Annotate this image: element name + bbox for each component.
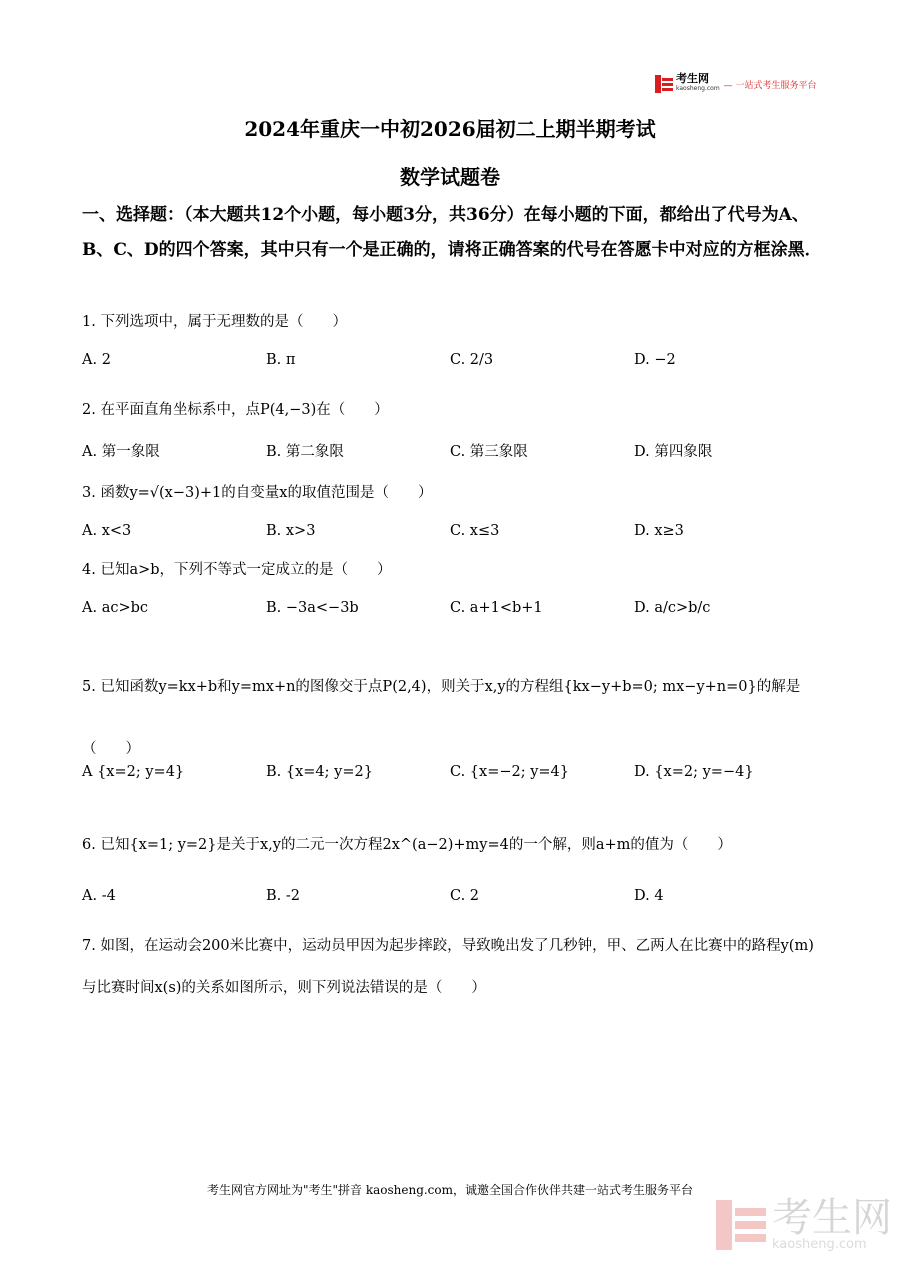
q4-option-b: B. −3a<−3b [266,600,359,616]
q5-option-d: D. {x=2; y=−4} [634,764,754,780]
logo-slogan: — 一站式考生服务平台 [723,80,817,91]
q5-option-a: A {x=2; y=4} [82,764,185,780]
q1-option-b: B. π [266,352,296,368]
q1-option-d: D. −2 [634,352,676,368]
watermark-logo-icon [716,1200,766,1250]
question-1-stem: 1. 下列选项中，属于无理数的是（ ） [82,314,347,330]
watermark-name: 考生网 [772,1195,892,1241]
q4-option-c: C. a+1<b+1 [450,600,543,616]
question-6-stem: 6. 已知{x=1; y=2}是关于x,y的二元一次方程2x^(a−2)+my=4的一个解，则a+m的值为（ ） [82,837,732,853]
q3-option-c: C. x≤3 [450,523,500,539]
q2-option-b: B. 第二象限 [266,444,344,460]
kaosheng-logo-icon [655,75,673,93]
logo-name: 考生网 kaosheng.com [676,72,720,92]
q6-option-c: C. 2 [450,888,480,904]
question-5-stem: 5. 已知函数y=kx+b和y=mx+n的图像交于点P(2,4)，则关于x,y的方程组{kx−y+b=0; mx−y+n=0}的解是（ ） [82,679,801,757]
watermark [716,1195,892,1252]
section-heading: 一、选择题：（本大题共12个小题，每小题3分，共36分）在每小题的下面，都给出了代号为A、B、C、D的四个答案，其中只有一个是正确的，请将正确答案的代号在答愿卡中对应的方框涂黑． [82,205,822,260]
page-title: 2024年重庆一中初2026届初二上期半期考试 [244,117,656,141]
question-3-stem: 3. 函数y=√(x−3)+1的自变量x的取值范围是（ ） [82,485,433,501]
header-logo [655,74,817,94]
q3-option-d: D. x≥3 [634,523,684,539]
question-4-stem: 4. 已知a>b，下列不等式一定成立的是（ ） [82,562,392,578]
question-2-stem: 2. 在平面直角坐标系中，点P(4,−3)在（ ） [82,402,389,418]
q5-option-b: B. {x=4; y=2} [266,764,373,780]
q2-option-d: D. 第四象限 [634,444,713,460]
q4-option-a: A. ac>bc [82,600,149,616]
q1-option-c: C. 2/3 [450,352,494,368]
q2-option-a: A. 第一象限 [82,444,160,460]
q2-option-c: C. 第三象限 [450,444,528,460]
q4-option-d: D. a/c>b/c [634,600,711,616]
watermark-domain: kaosheng.com [772,1237,867,1252]
q6-option-a: A. -4 [82,888,116,904]
q3-option-b: B. x>3 [266,523,316,539]
q1-option-a: A. 2 [82,352,111,368]
q5-option-c: C. {x=−2; y=4} [450,764,570,780]
page-subtitle: 数学试题卷 [400,165,500,189]
q6-option-d: D. 4 [634,888,664,904]
logo-domain: kaosheng.com [676,85,720,92]
question-7-stem: 7. 如图，在运动会200米比赛中，运动员甲因为起步摔跤，导致晚出发了几秒钟，甲、乙两人在比赛中的路程y(m)与比赛时间x(s)的关系如图所示，则下列说法错误的是（ ） [82,938,814,996]
q6-option-b: B. -2 [266,888,300,904]
q3-option-a: A. x<3 [82,523,132,539]
footer-text: 考生网官方网址为"考生"拼音 kaosheng.com，诚邀全国合作伙伴共建一站式考生服务平台 [206,1183,694,1197]
